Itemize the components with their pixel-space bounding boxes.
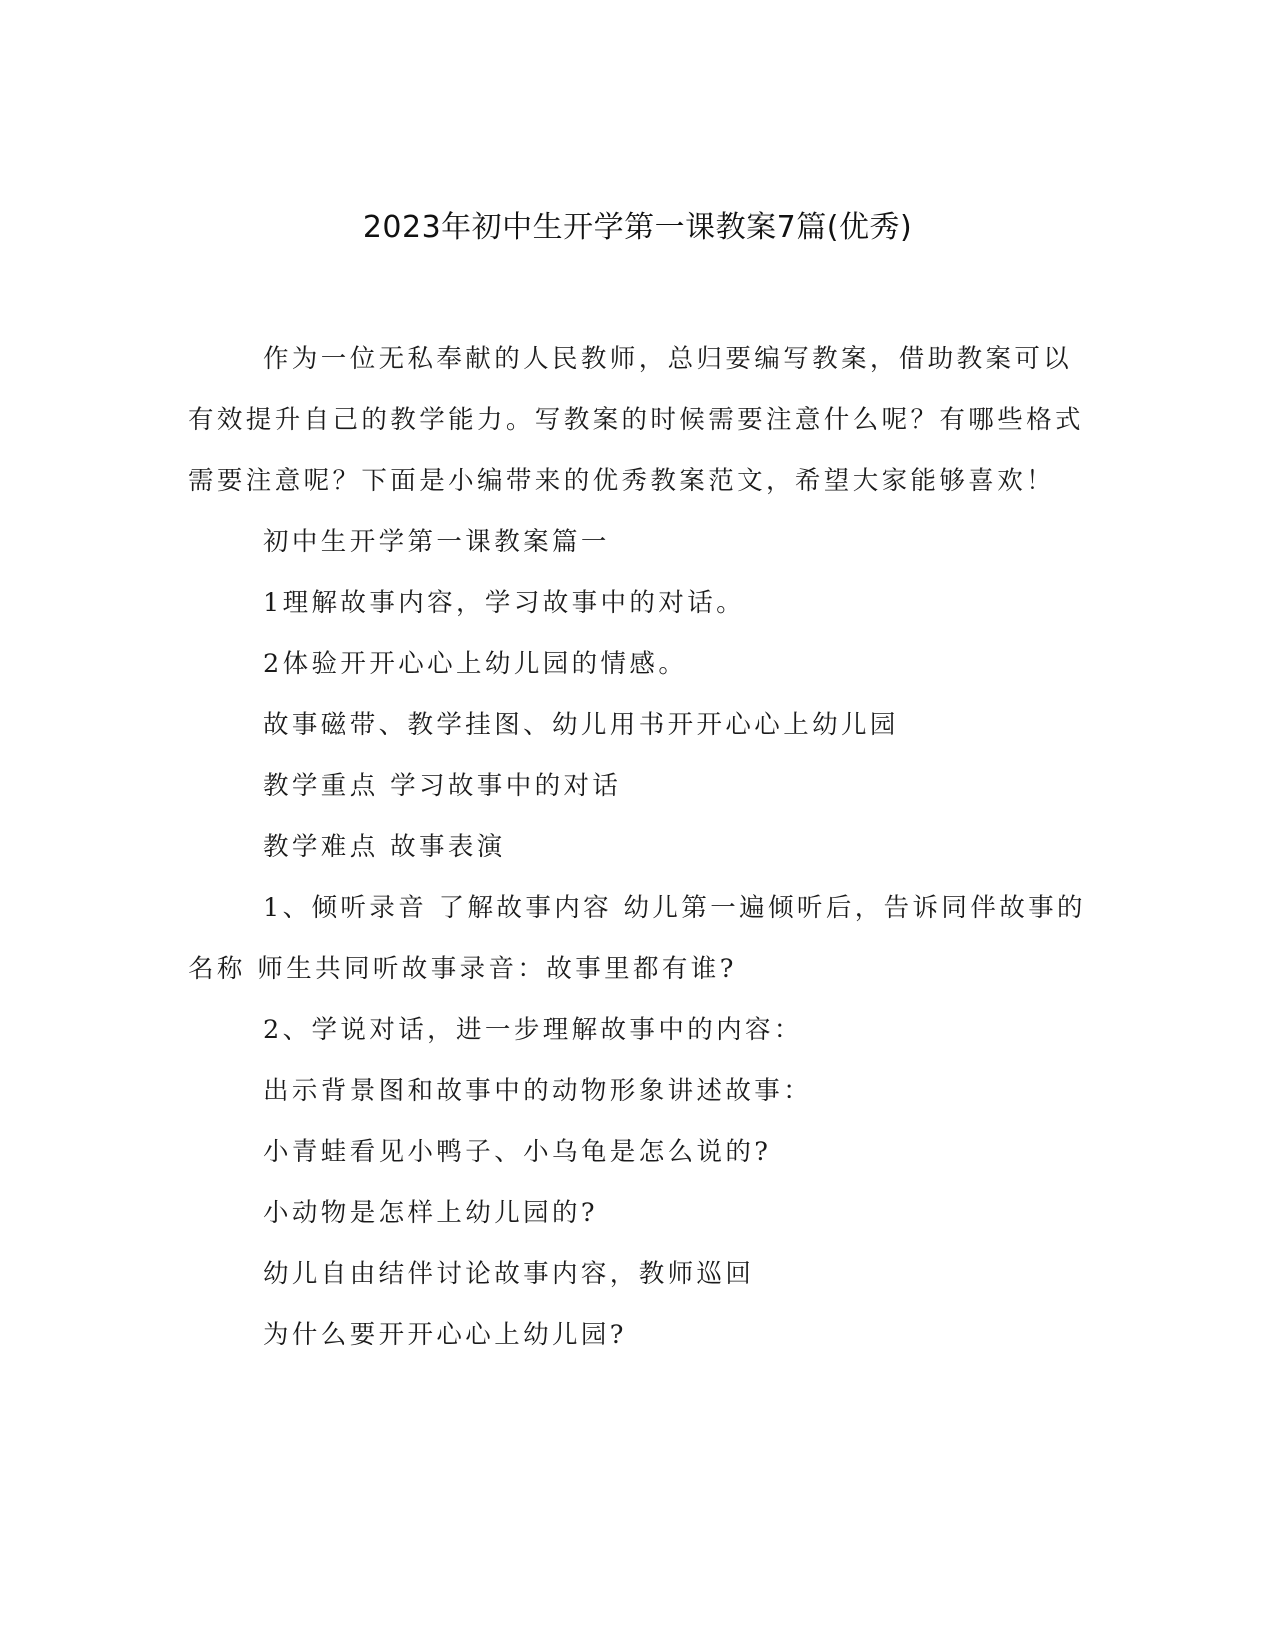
body-paragraph: 出示背景图和故事中的动物形象讲述故事： [263,1076,813,1106]
goal-item: 2体验开开心心上幼儿园的情感。 [263,649,688,679]
intro-paragraph: 作为一位无私奉献的人民教师，总归要编写教案，借助教案可以有效提升自己的教学能力。写教案的时候需要注意什么呢？有哪些格式需要注意呢？下面是小编带来的优秀教案范文，希望大家能够喜欢！ [188,344,1084,496]
document-title: 2023年初中生开学第一课教案7篇(优秀) [362,210,913,245]
question-paragraph: 为什么要开开心心上幼儿园? [263,1320,627,1350]
document-body [188,329,1088,1366]
step-paragraph: 2、学说对话，进一步理解故事中的内容： [263,1015,803,1045]
materials-paragraph: 故事磁带、教学挂图、幼儿用书开开心心上幼儿园 [263,710,899,740]
section-heading: 初中生开学第一课教案篇一 [263,527,610,557]
key-point-paragraph: 教学重点 学习故事中的对话 [263,771,622,801]
step-paragraph: 1、倾听录音 了解故事内容 幼儿第一遍倾听后，告诉同伴故事的名称 师生共同听故事录音：故事里都有谁? [188,893,1086,984]
difficulty-paragraph: 教学难点 故事表演 [263,832,506,862]
body-paragraph: 幼儿自由结伴讨论故事内容，教师巡回 [263,1259,755,1289]
question-paragraph: 小动物是怎样上幼儿园的? [263,1198,598,1228]
question-paragraph: 小青蛙看见小鸭子、小乌龟是怎么说的? [263,1137,772,1167]
goal-item: 1理解故事内容，学习故事中的对话。 [263,588,746,618]
